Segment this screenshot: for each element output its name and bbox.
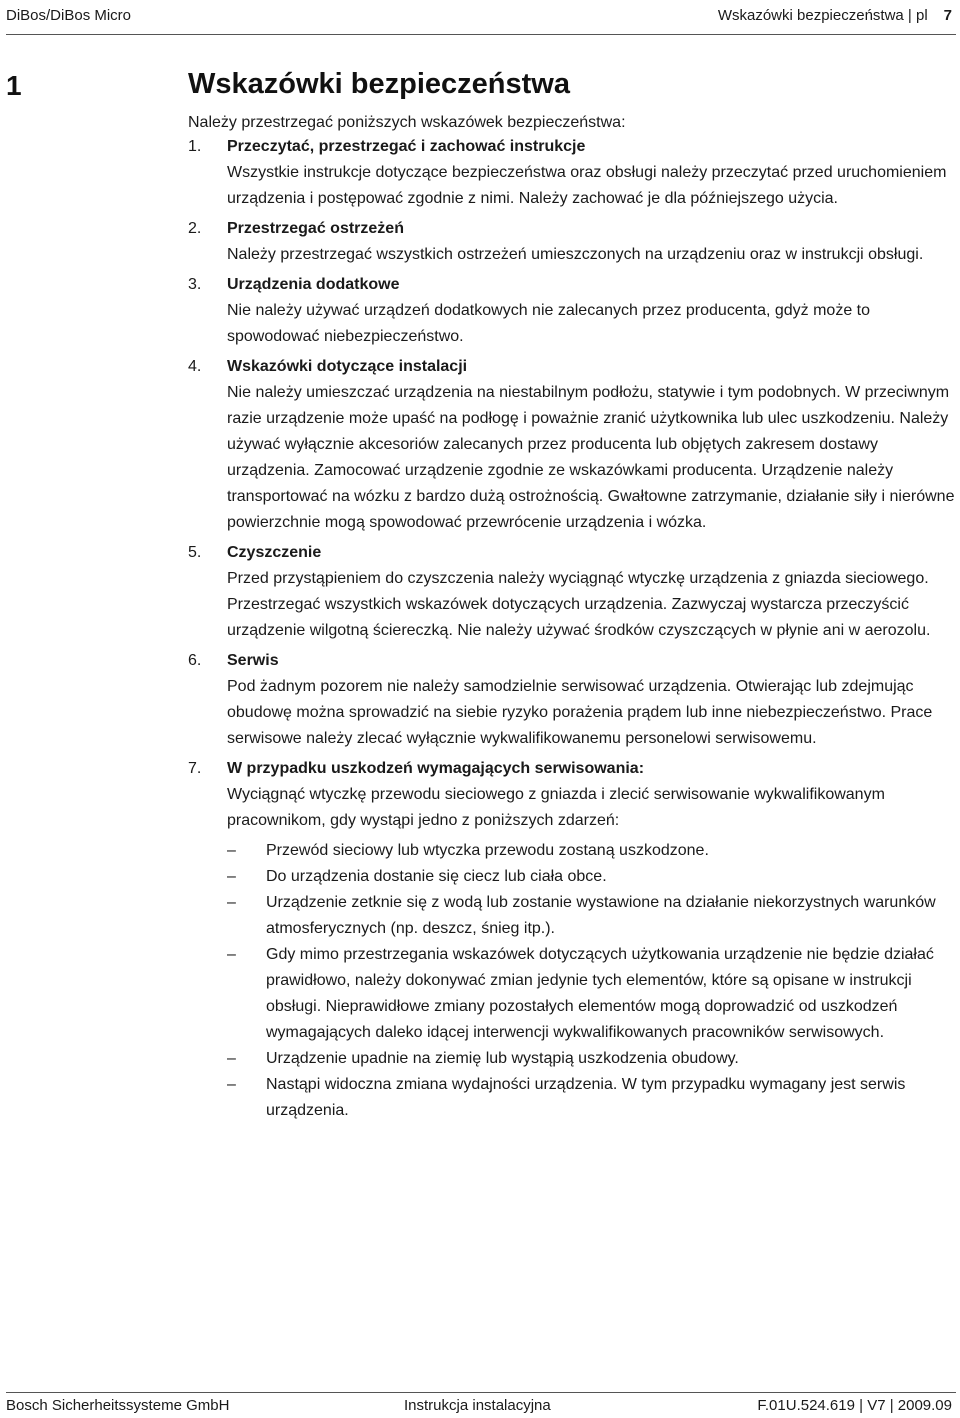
dash-bullet: – <box>227 1050 236 1067</box>
damage-conditions-list <box>227 838 958 1124</box>
item-title: Wskazówki dotyczące instalacji <box>227 358 468 375</box>
item-title: W przypadku uszkodzeń wymagających serwisowania: <box>227 760 645 777</box>
item-number: 4. <box>188 358 202 375</box>
dash-bullet: – <box>227 868 236 885</box>
sub-item-text: Przewód sieciowy lub wtyczka przewodu zostaną uszkodzone. <box>266 842 709 859</box>
header-right <box>718 7 952 24</box>
dash-bullet: – <box>227 1076 236 1093</box>
header-page-number: 7 <box>943 7 952 24</box>
sub-list-item <box>227 942 958 1046</box>
sub-list-item <box>227 864 958 890</box>
section-intro: Należy przestrzegać poniższych wskazówek bezpieczeństwa: <box>188 114 626 131</box>
safety-instructions-list <box>188 134 958 1128</box>
footer-doc-type: Instrukcja instalacyjna <box>404 1397 551 1414</box>
list-item <box>188 272 958 350</box>
item-title: Urządzenia dodatkowe <box>227 276 400 293</box>
dash-bullet: – <box>227 842 236 859</box>
item-title: Przeczytać, przestrzegać i zachować instrukcje <box>227 138 586 155</box>
item-number: 5. <box>188 544 202 561</box>
sub-item-text: Gdy mimo przestrzegania wskazówek dotyczących użytkowania urządzenie nie będzie działać prawidłowo, należy dokonywać zmian jedynie tych elementów, które są opisane w instrukcji obsługi. Nieprawidłowe zmiany pozostałych elementów mogą doprowadzić od uszkodzeń wymagających daleko idącej interwencji wykwalifikowanych pracowników serwisowych. <box>266 946 934 1041</box>
footer-company: Bosch Sicherheitssysteme GmbH <box>6 1397 230 1414</box>
sub-item-text: Urządzenie upadnie na ziemię lub wystąpią uszkodzenia obudowy. <box>266 1050 739 1067</box>
list-item <box>188 756 958 1124</box>
header-section: Wskazówki bezpieczeństwa | pl <box>717 7 928 24</box>
sub-list-item <box>227 890 958 942</box>
page-header <box>0 0 960 36</box>
item-body: Nie należy umieszczać urządzenia na niestabilnym podłożu, statywie i tym podobnych. W przeciwnym razie urządzenie może upaść na podłogę i poważnie zranić użytkownika lub ulec uszkodzeniu. Należy używać wyłącznie akcesoriów zalecanych przez producenta lub objętych zakresem dostawy urządzenia. Zamocować urządzenie zgodnie ze wskazówkami producenta. Urządzenie należy transportować na wózku z bardzo dużą ostrożnością. Gwałtowne zatrzymanie, działanie siły i nierówne powierzchnie mogą spowodować przewrócenie urządzenia i wózka. <box>227 384 955 531</box>
sub-item-text: Nastąpi widoczna zmiana wydajności urządzenia. W tym przypadku wymagany jest serwis urządzenia. <box>266 1076 906 1119</box>
item-number: 3. <box>188 276 202 293</box>
sub-list-item <box>227 838 958 864</box>
item-body: Pod żadnym pozorem nie należy samodzielnie serwisować urządzenia. Otwierając lub zdejmując obudowę można sprowadzić na siebie ryzyko porażenia prądem lub inne niebezpieczeństwo. Prace serwisowe należy zlecać wyłącznie wykwalifikowanemu personelowi serwisowemu. <box>227 678 933 747</box>
list-item <box>188 540 958 644</box>
item-body: Wszystkie instrukcje dotyczące bezpieczeństwa oraz obsługi należy przeczytać przed uruchomieniem urządzenia i postępować zgodnie z nimi. Należy zachować je dla późniejszego użycia. <box>227 164 947 207</box>
item-title: Przestrzegać ostrzeżeń <box>227 220 404 237</box>
list-item <box>188 134 958 212</box>
section-number: 1 <box>6 70 22 101</box>
footer-doc-ref: F.01U.524.619 | V7 | 2009.09 <box>757 1397 952 1414</box>
item-body: Wyciągnąć wtyczkę przewodu sieciowego z gniazda i zlecić serwisowanie wykwalifikowanym pracownikom, gdy wystąpi jedno z poniższych zdarzeń: <box>227 786 885 829</box>
header-divider <box>6 34 956 35</box>
item-body: Nie należy używać urządzeń dodatkowych nie zalecanych przez producenta, gdyż może to spowodować niebezpieczeństwo. <box>227 302 871 345</box>
list-item <box>188 216 958 268</box>
item-body: Należy przestrzegać wszystkich ostrzeżeń umieszczonych na urządzeniu oraz w instrukcji obsługi. <box>227 246 924 263</box>
sub-item-text: Do urządzenia dostanie się ciecz lub ciała obce. <box>266 868 607 885</box>
sub-list-item <box>227 1072 958 1124</box>
list-item <box>188 354 958 536</box>
footer-divider <box>6 1392 956 1393</box>
section-title: Wskazówki bezpieczeństwa <box>188 68 570 100</box>
dash-bullet: – <box>227 946 236 963</box>
item-number: 7. <box>188 760 202 777</box>
item-number: 1. <box>188 138 202 155</box>
header-product: DiBos/DiBos Micro <box>6 7 132 24</box>
item-number: 6. <box>188 652 202 669</box>
dash-bullet: – <box>227 894 236 911</box>
item-title: Serwis <box>227 652 279 669</box>
item-title: Czyszczenie <box>227 544 322 561</box>
sub-item-text: Urządzenie zetknie się z wodą lub zostanie wystawione na działanie niekorzystnych warunków atmosferycznych (np. deszcz, śnieg itp.). <box>266 894 936 937</box>
list-item <box>188 648 958 752</box>
item-number: 2. <box>188 220 202 237</box>
item-body: Przed przystąpieniem do czyszczenia należy wyciągnąć wtyczkę urządzenia z gniazda sieciowego. Przestrzegać wszystkich wskazówek dotyczących urządzenia. Zazwyczaj wystarcza przeczyścić urządzenie wilgotną ściereczką. Nie należy używać środków czyszczących w płynie ani w aerozolu. <box>227 570 931 639</box>
sub-list-item <box>227 1046 958 1072</box>
